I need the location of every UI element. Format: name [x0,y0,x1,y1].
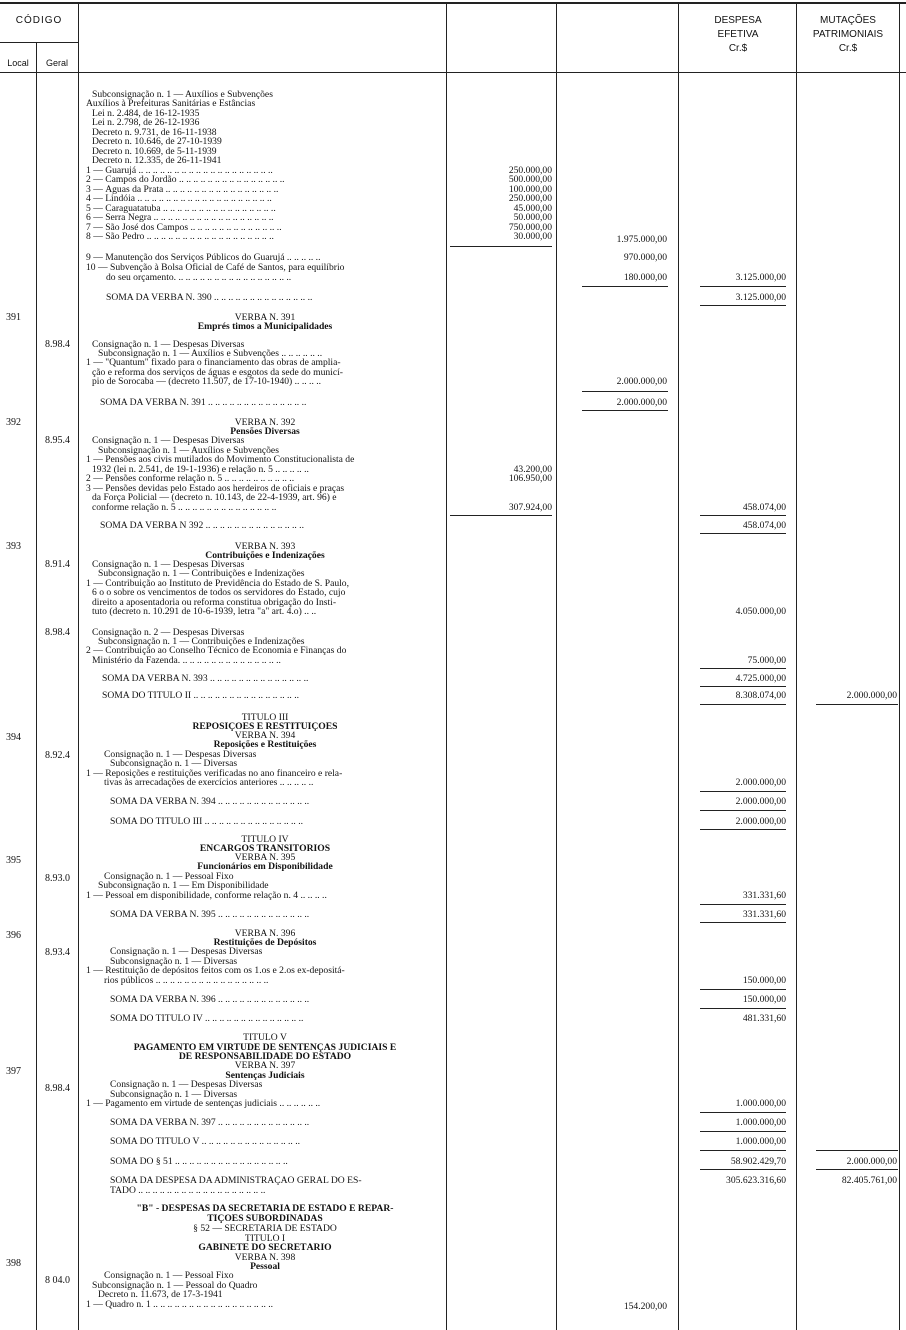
line-item-text: 6 — Serra Negra .. .. .. .. .. .. .. .. .. .. .. .. .. .. .. .. .. [86,213,274,223]
line-item-text: 1 — Pessoal em disponibilidade, conforme relação n. 4 .. .. .. .. [86,891,327,901]
line-item-text: 8 — São Pedro .. .. .. .. .. .. .. .. .. .. .. .. .. .. .. .. .. .. [86,232,274,242]
section-heading: TÍTULO V [243,1033,287,1043]
mutacoes-amount: 82.405.761,00 [841,1175,897,1186]
section-heading: Funcionários em Disponibilidade [197,862,333,872]
top-rule [0,2,906,4]
amount-col1: 250.000,00 [508,193,552,204]
codigo-geral: 8 04.0 [45,1275,70,1286]
line-item-text: 1 — Restituição de depósitos feitos com os 1.os e 2.os ex-depositá- [86,966,345,976]
despesa-header [682,14,794,56]
line-item-text: SOMA DA DESPESA DA ADMINISTRAÇÃO GERAL DO ES- [110,1176,362,1186]
section-heading: Restituições de Depósitos [213,938,317,948]
line-item-text: Subconsignação n. 1 — Pessoal do Quadro [92,1281,258,1291]
line-item-text: Subconsignação n. 1 — Contribuições e Indenizações [98,637,305,647]
col-sep-geral [78,4,79,1330]
codigo-local: 396 [6,930,21,941]
despesa-line3: Cr.$ [728,43,748,54]
line-item-text: conforme relação n. 5 .. .. .. .. .. .. .. .. .. .. .. .. .. .. [92,503,277,513]
sum-rule [582,410,668,411]
despesa-efetiva-amount: 2.000.000,00 [735,816,786,827]
despesa-efetiva-amount: 2.000.000,00 [735,777,786,788]
amount-col1: 500.000,00 [508,174,552,185]
section-heading: VERBA N. 392 [234,418,296,428]
sum-rule [700,1169,786,1170]
amount-col1: 43.200,00 [513,464,552,475]
line-item-text: 2 — Pensões conforme relação n. 5 .. .. .. .. .. .. .. .. .. .. [86,474,295,484]
col-sep-local [36,42,37,1330]
sum-rule [450,515,552,516]
codigo-geral: 8.98.4 [45,1083,70,1094]
mutacoes-amount: 2.000.000,00 [846,690,897,701]
line-item-text: SOMA DA VERBA N. 395 .. .. .. .. .. .. .. .. .. .. .. .. .. [110,910,310,920]
mutacoes-header [798,14,898,56]
sum-rule [700,305,786,306]
line-item-text: SOMA DO TÍTULO II .. .. .. .. .. .. .. .. .. .. .. .. .. .. .. [102,691,300,701]
line-item-text: Lei n. 2.798, de 26-12-1936 [92,118,200,128]
codigo-geral: 8.92.4 [45,750,70,761]
line-item-text: direito a aposentadoria ou reforma constitua obrigação do Insti- [92,598,337,608]
section-heading: Pensões Diversas [230,427,300,437]
line-item-text: SOMA DA VERBA N. 391 .. .. .. .. .. .. .. .. .. .. .. .. .. .. [100,398,307,408]
line-item-text: SOMA DA VERBA N 392 .. .. .. .. .. .. .. .. .. .. .. .. .. .. [100,521,304,531]
sum-rule [700,515,786,516]
section-heading: VERBA N. 393 [234,542,296,552]
line-item-text: Ministério da Fazenda. .. .. .. .. .. .. .. .. .. .. .. .. .. .. [92,656,281,666]
header-bottom-rule [0,72,906,73]
line-item-text: 7 — São José dos Campos .. .. .. .. .. .. .. .. .. .. .. .. .. [86,223,282,233]
despesa-efetiva-amount: 8.308.074,00 [735,690,786,701]
despesa-efetiva-amount: 1.000.000,00 [735,1117,786,1128]
section-heading: PAGAMENTO EM VIRTUDE DE SENTENÇAS JUDICIAIS E [133,1043,397,1053]
section-heading: DE RESPONSABILIDADE DO ESTADO [178,1052,352,1062]
sum-rule [700,1112,786,1113]
despesa-efetiva-amount: 331.331,60 [742,890,786,901]
despesa-line2: EFETIVA [717,29,759,40]
sum-rule [700,686,786,687]
line-item-text: SOMA DA VERBA N. 390 .. .. .. .. .. .. .. .. .. .. .. .. .. .. [106,293,313,303]
col-sep-despesa [796,4,797,1330]
line-item-text: Consignação n. 1 — Despesas Diversas [92,340,245,350]
line-item-text: Consignação n. 1 — Despesas Diversas [104,750,257,760]
sum-rule [700,704,786,705]
line-item-text: Subconsignação n. 1 — Contribuições e Indenizações [98,569,305,579]
sum-rule [700,904,786,905]
line-item-text: 1 — Reposições e restituições verificadas no ano financeiro e rela- [86,769,343,779]
line-item-text: Consignação n. 1 — Pessoal Fixo [104,1271,234,1281]
sum-rule [700,1008,786,1009]
line-item-text: 1 — Contribuição ao Instituto de Previdência do Estado de S. Paulo, [86,579,349,589]
line-item-text: SOMA DA VERBA N. 397 .. .. .. .. .. .. .. .. .. .. .. .. .. [110,1118,310,1128]
line-item-text: SOMA DA VERBA N. 393 .. .. .. .. .. .. .. .. .. .. .. .. .. .. [102,674,309,684]
section-heading: VERBA N. 397 [234,1061,296,1071]
line-item-text: Decreto n. 10.646, de 27-10-1939 [92,137,222,147]
section-heading: Emprés timos a Municipalidades [197,322,333,332]
despesa-efetiva-amount: 58.902.429,70 [730,1156,786,1167]
col-sep-amount2 [678,4,679,1330]
despesa-efetiva-amount: 481.331,60 [742,1013,786,1024]
sum-rule [450,246,552,247]
sum-rule [700,533,786,534]
section-heading: Reposições e Restituições [213,740,317,750]
amount-col1: 100.000,00 [508,184,552,195]
line-item-text: Consignação n. 1 — Despesas Diversas [92,436,245,446]
line-item-text: Consignação n. 1 — Despesas Diversas [110,1080,263,1090]
despesa-efetiva-amount: 458.074,00 [742,502,786,513]
line-item-text: 1 — "Quantum" fixado para o financiamento das obras de amplia- [86,358,341,368]
line-item-text: 1 — Guarujá .. .. .. .. .. .. .. .. .. .. .. .. .. .. .. .. .. .. .. [86,166,273,176]
line-item-text: Decreto n. 9.731, de 16-11-1938 [92,128,217,138]
codigo-geral: 8.95.4 [45,435,70,446]
line-item-text: Subconsignação n. 1 — Diversas [110,1090,238,1100]
line-item-text: SOMA DO TÍTULO III .. .. .. .. .. .. .. .. .. .. .. .. .. .. [110,817,304,827]
line-item-text: SOMA DA VERBA N. 396 .. .. .. .. .. .. .. .. .. .. .. .. .. [110,995,310,1005]
geral-header: Geral [45,58,68,68]
amount-col1: 307.924,00 [508,502,552,513]
sum-rule [700,810,786,811]
line-item-text: 2 — Contribuição ao Conselho Técnico de Economia e Finanças do [86,646,347,656]
line-item-text: Subconsignação n. 1 — Diversas [110,957,238,967]
despesa-efetiva-amount: 3.125.000,00 [735,292,786,303]
section-heading: VERBA N. 394 [234,731,296,741]
line-item-text: tivas às arrecadações de exercícios anteriores .. .. .. .. .. [104,778,314,788]
despesa-efetiva-amount: 2.000.000,00 [735,796,786,807]
section-heading: "B" - DESPESAS DA SECRETARIA DE ESTADO E REPAR- [136,1204,394,1214]
sum-rule [700,989,786,990]
section-heading: VERBA N. 398 [234,1253,296,1263]
despesa-efetiva-amount: 150.000,00 [742,994,786,1005]
sum-rule [582,391,668,392]
line-item-text: 9 — Manutenção dos Serviços Públicos do Guarujá .. .. .. .. .. [86,253,321,263]
codigo-local: 395 [6,855,21,866]
line-item-text: 5 — Caraguatatuba .. .. .. .. .. .. .. .. .. .. .. .. .. .. .. .. [86,204,276,214]
codigo-rule [0,42,78,43]
line-item-text: Consignação n. 1 — Pessoal Fixo [104,872,234,882]
codigo-geral: 8.91.4 [45,559,70,570]
amount-col2: 180.000,00 [623,272,667,283]
amount-col2: 154.200,00 [623,1301,667,1312]
line-item-text: pio de Sorocaba — (decreto 11.507, de 17-10-1940) .. .. .. .. [92,377,322,387]
codigo-geral: 8.98.4 [45,627,70,638]
line-item-text: 1 — Pensões aos civis mutilados do Movimento Constitucionalista de [86,455,355,465]
amount-col1: 250.000,00 [508,165,552,176]
line-item-text: SOMA DO TÍTULO IV .. .. .. .. .. .. .. .. .. .. .. .. .. .. [110,1014,304,1024]
section-heading: TÍTULO I [244,1234,286,1244]
section-heading: REPOSIÇÕES E RESTITUIÇÕES [192,722,338,732]
line-item-text: ção e reforma dos serviços de águas e esgotos da sede do municí- [92,368,343,378]
local-header: Local [7,58,29,68]
line-item-text: 1 — Pagamento em virtude de sentenças judiciais .. .. .. .. .. .. [86,1099,321,1109]
line-item-text: do seu orçamento. .. .. .. .. .. .. .. .. .. .. .. .. .. .. .. .. [106,273,292,283]
col-sep-right [899,4,900,1330]
amount-col1: 50.000,00 [513,212,552,223]
line-item-text: Subconsignação n. 1 — Diversas [110,759,238,769]
line-item-text: 10 — Subvenção à Bolsa Oficial de Café de Santos, para equilíbrio [86,263,345,273]
line-item-text: Consignação n. 1 — Despesas Diversas [110,947,263,957]
mutacoes-amount: 2.000.000,00 [846,1156,897,1167]
section-heading: TÍTULO IV [241,835,289,845]
codigo-geral: 8.93.0 [45,873,70,884]
line-item-text: Decreto n. 11.673, de 17-3-1941 [98,1290,223,1300]
codigo-geral: 8.93.4 [45,947,70,958]
amount-col2: 1.975.000,00 [616,234,667,245]
mutacoes-line1: MUTAÇÕES [820,15,876,26]
despesa-line1: DESPESA [714,15,762,26]
amount-col2: 2.000.000,00 [616,397,667,408]
line-item-text: 1 — Quadro n. 1 .. .. .. .. .. .. .. .. .. .. .. .. .. .. .. .. .. [86,1300,274,1310]
line-item-text: 3 — Águas da Prata .. .. .. .. .. .. .. .. .. .. .. .. .. .. .. .. [86,185,279,195]
sum-rule [700,922,786,923]
line-item-text: Decreto n. 10.669, de 5-11-1939 [92,147,217,157]
amount-col1: 750.000,00 [508,222,552,233]
sum-rule [700,286,786,287]
amount-col2: 970.000,00 [623,252,667,263]
amount-col1: 30.000,00 [513,231,552,242]
line-item-text: TADO .. .. .. .. .. .. .. .. .. .. .. .. .. .. .. .. .. .. [110,1186,266,1196]
sum-rule [700,1150,786,1151]
section-heading: TIÇÕES SUBORDINADAS [207,1214,323,1224]
codigo-geral: 8.98.4 [45,339,70,350]
despesa-efetiva-amount: 305.623.316,60 [726,1175,786,1186]
codigo-local: 393 [6,541,21,552]
codigo-local: 397 [6,1066,21,1077]
section-heading: ENCARGOS TRANSITÓRIOS [199,844,331,854]
section-heading: GABINETE DO SECRETÁRIO [198,1243,332,1253]
despesa-efetiva-amount: 458.074,00 [742,520,786,531]
despesa-efetiva-amount: 4.725.000,00 [735,673,786,684]
sum-rule [700,791,786,792]
line-item-text: Lei n. 2.484, de 16-12-1935 [92,109,200,119]
sum-rule [582,286,668,287]
section-heading: Pessoal [250,1262,280,1272]
line-item-text: Consignação n. 2 — Despesas Diversas [92,628,245,638]
line-item-text: Subconsignação n. 1 — Auxílios e Subvenções [98,446,279,456]
amount-col1: 106.950,00 [508,473,552,484]
codigo-local: 392 [6,417,21,428]
line-item-text: 6 o o sobre os vencimentos de todos os servidores do Estado, cujo [92,588,346,598]
despesa-efetiva-amount: 1.000.000,00 [735,1136,786,1147]
line-item-text: Consignação n. 1 — Despesas Diversas [92,560,245,570]
sum-rule [816,704,898,705]
despesa-efetiva-amount: 75.000,00 [747,655,786,666]
line-item-text: 3 — Pensões devidas pelo Estado aos herdeiros de oficiais e praças [86,484,345,494]
despesa-efetiva-amount: 1.000.000,00 [735,1098,786,1109]
line-item-text: 4 — Lindóia .. .. .. .. .. .. .. .. .. .. .. .. .. .. .. .. .. .. .. [86,194,272,204]
codigo-local: 394 [6,732,21,743]
section-heading: Sentenças Judiciais [225,1071,305,1081]
section-heading: TÍTULO III [241,713,289,723]
col-sep-text [446,4,447,1330]
sum-rule [700,1131,786,1132]
section-heading: VERBA N. 395 [234,853,296,863]
line-item-text: SOMA DO TÍTULO V .. .. .. .. .. .. .. .. .. .. .. .. .. .. [110,1137,301,1147]
section-heading: VERBA N. 391 [234,313,296,323]
line-item-text: Subconsignação n. 1 — Auxílios e Subvenções [92,90,273,100]
line-item-text: Subconsignação n. 1 — Auxílios e Subvenções .. .. .. .. .. .. [98,349,323,359]
line-item-text: 2 — Campos do Jordão .. .. .. .. .. .. .. .. .. .. .. .. .. .. .. [86,175,285,185]
despesa-efetiva-amount: 150.000,00 [742,975,786,986]
amount-col2: 2.000.000,00 [616,376,667,387]
line-item-text: Subconsignação n. 1 — Em Disponibilidade [98,881,269,891]
line-item-text: Decreto n. 12.335, de 26-11-1941 [92,156,222,166]
amount-col1: 45.000,00 [513,203,552,214]
despesa-efetiva-amount: 4.050.000,00 [735,606,786,617]
despesa-efetiva-amount: 331.331,60 [742,909,786,920]
sum-rule [816,1150,898,1151]
line-item-text: 1932 (lei n. 2.541, de 19-1-1936) e relação n. 5 .. .. .. .. .. [92,465,309,475]
line-item-text: rios públicos .. .. .. .. .. .. .. .. .. .. .. .. .. .. .. .. [104,976,269,986]
line-item-text: SOMA DA VERBA N. 394 .. .. .. .. .. .. .. .. .. .. .. .. .. [110,797,310,807]
sum-rule [700,668,786,669]
sum-rule [700,829,786,830]
codigo-local: 391 [6,312,21,323]
mutacoes-line3: Cr.$ [838,43,858,54]
mutacoes-line2: PATRIMONIAIS [812,29,884,40]
line-item-text: Auxílios à Prefeituras Sanitárias e Estâncias [86,99,256,109]
section-heading: § 52 — SECRETARIA DE ESTADO [193,1224,337,1234]
codigo-local: 398 [6,1258,21,1269]
section-heading: Contribuições e Indenizações [205,551,325,561]
col-sep-amount1 [556,4,557,1330]
line-item-text: da Força Policial — (decreto n. 10.143, de 22-4-1939, art. 96) e [92,493,337,503]
despesa-efetiva-amount: 3.125.000,00 [735,272,786,283]
codigo-header: CÓDIGO [15,15,63,26]
line-item-text: SOMA DO § 51 .. .. .. .. .. .. .. .. .. .. .. .. .. .. .. .. [110,1157,288,1167]
sum-rule [816,1169,898,1170]
section-heading: VERBA N. 396 [234,929,296,939]
line-item-text: tuto (decreto n. 10.291 de 10-6-1939, letra "a" art. 4.o) .. .. [92,607,317,617]
